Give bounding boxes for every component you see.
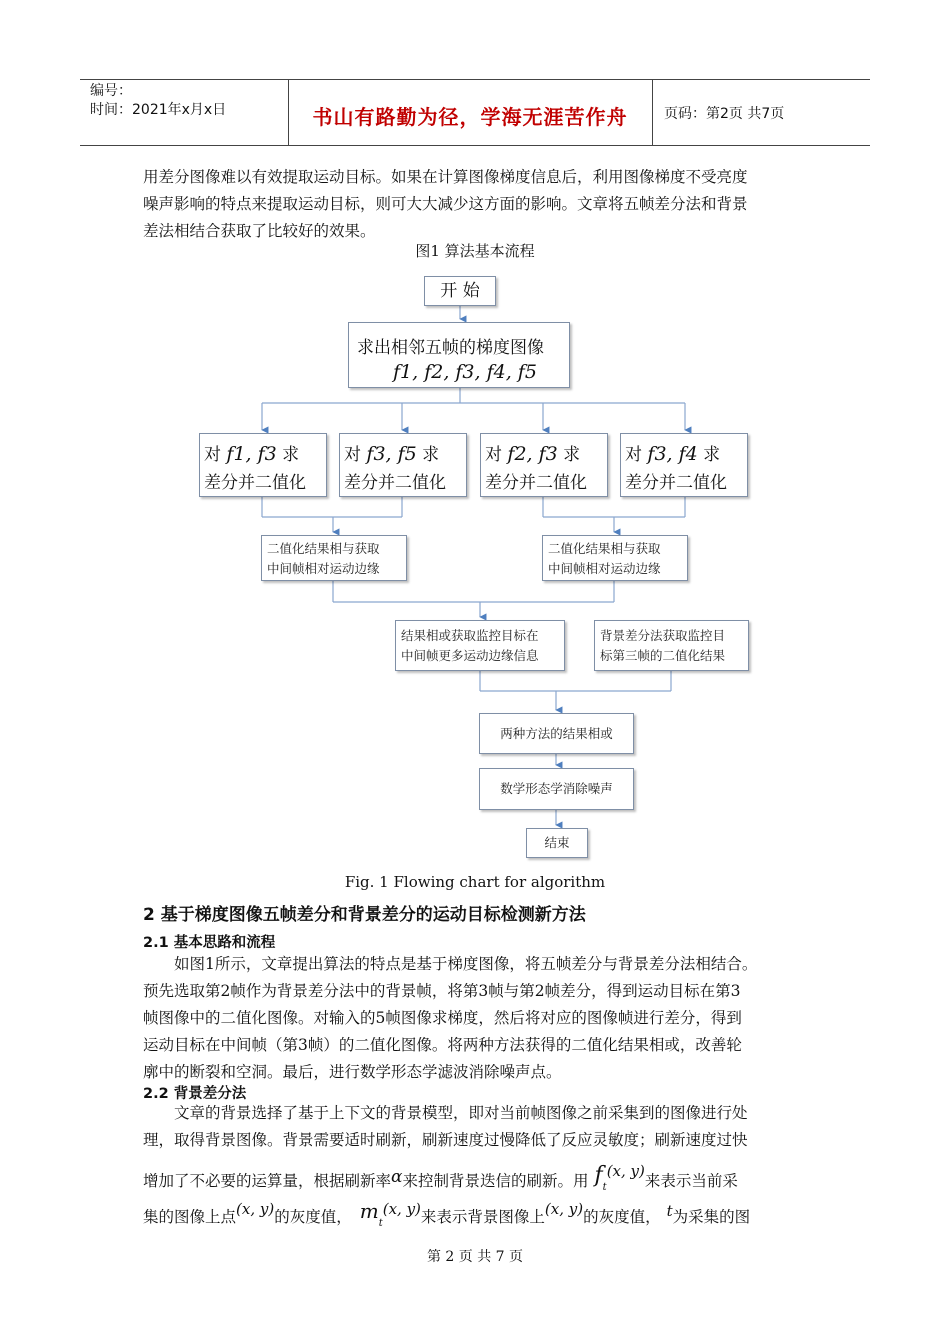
flow-and-box-left — [261, 535, 407, 581]
math-m: m — [359, 1199, 379, 1223]
diff-suffix: 求 — [703, 445, 721, 465]
flow-start-label: 开 始 — [440, 281, 480, 301]
math-alpha: α — [391, 1167, 403, 1187]
and-line: 中间帧相对运动边缘 — [548, 561, 661, 576]
and-line: 中间帧相对运动边缘 — [267, 561, 380, 576]
math-f: f — [594, 1163, 603, 1188]
diff-line2: 差分并二值化 — [625, 473, 727, 493]
header-number-label: 编号： — [90, 83, 132, 99]
flow-gradient-title: 求出相邻五帧的梯度图像 — [357, 338, 544, 358]
diff-line2: 差分并二值化 — [204, 473, 306, 493]
header-time-label: 时间：2021年x月x日 — [90, 102, 227, 118]
flow-diff-box — [199, 433, 327, 497]
text-line: 预先选取第2帧作为背景差分法中的背景帧，将第3帧与第2帧差分，得到运动目标在第3 — [143, 982, 741, 1000]
text-segment: 来表示当前采 — [644, 1172, 738, 1190]
flow-end-box — [526, 828, 588, 858]
math-sub: t — [378, 1218, 383, 1230]
and-line: 二值化结果相与获取 — [548, 541, 661, 556]
text-line: 理，取得背景图像。背景需要适时刷新，刷新速度过慢降低了反应灵敏度；刷新速度过快 — [143, 1131, 748, 1149]
flow-combine-box — [479, 713, 634, 754]
diff-prefix: 对 — [344, 445, 361, 465]
subsection-paragraph — [143, 951, 833, 1086]
flow-diff-box — [480, 433, 608, 497]
math-xy: (x, y) — [236, 1200, 275, 1218]
flow-background-box — [594, 620, 749, 671]
morph-label: 数学形态学消除噪声 — [500, 781, 613, 796]
flow-diff-box — [620, 433, 748, 497]
diff-frames: f3, f5 — [366, 443, 417, 465]
text-line: 帧图像中的二值化图像。对输入的5帧图像求梯度，然后将对应的图像帧进行差分，得到 — [143, 1009, 742, 1027]
or-line: 结果相或获取监控目标在 — [401, 628, 539, 643]
text-line: 差法相结合获取了比较好的效果。 — [143, 222, 376, 240]
diff-frames: f2, f3 — [507, 443, 558, 465]
text-line: 运动目标在中间帧（第3帧）的二值化图像。将两种方法获得的二值化结果相或，改善轮 — [143, 1036, 742, 1054]
text-segment: 的灰度值， — [583, 1208, 661, 1226]
flow-morph-box — [479, 768, 634, 810]
or-line: 中间帧更多运动边缘信息 — [401, 648, 539, 663]
diff-suffix: 求 — [282, 445, 300, 465]
flow-diff-box — [339, 433, 467, 497]
header-motto: 书山有路勤为径，学海无涯苦作舟 — [312, 105, 628, 129]
end-label: 结束 — [544, 835, 570, 850]
text-segment: 来控制背景迭信的刷新。用 — [402, 1172, 589, 1190]
text-line: 文章的背景选择了基于上下文的背景模型，即对当前帧图像之前采集到的图像进行处 — [174, 1104, 748, 1122]
diff-prefix: 对 — [625, 445, 642, 465]
subsection-paragraph — [143, 1100, 833, 1154]
text-line: 廓中的断裂和空洞。最后，进行数学形态学滤波消除噪声点。 — [143, 1063, 562, 1081]
flow-gradient-box — [348, 322, 570, 388]
diff-line2: 差分并二值化 — [344, 473, 446, 493]
math-t: t — [666, 1202, 673, 1220]
bg-line: 背景差分法获取监控目 — [600, 628, 726, 643]
figure-caption-en: Fig. 1 Flowing chart for algorithm — [344, 873, 606, 891]
flow-and-box-right — [542, 535, 688, 581]
diff-suffix: 求 — [563, 445, 581, 465]
text-line: 用差分图像难以有效提取运动目标。如果在计算图像梯度信息后，利用图像梯度不受亮度 — [143, 168, 748, 186]
text-line-with-math — [143, 1196, 843, 1237]
header-page-label: 页码：第2页 共7页 — [664, 106, 785, 122]
flow-start-box — [424, 276, 496, 306]
diff-frames: f1, f3 — [226, 443, 277, 465]
page-footer: 第 2 页 共 7 页 — [426, 1249, 524, 1265]
diff-prefix: 对 — [204, 445, 221, 465]
text-segment: 集的图像上点 — [143, 1208, 237, 1226]
text-segment: 的灰度值， — [274, 1208, 352, 1226]
math-xy: (x, y) — [544, 1200, 584, 1218]
text-segment: 来表示背景图像上 — [420, 1208, 545, 1226]
text-segment: 增加了不必要的运算量，根据刷新率 — [143, 1172, 392, 1190]
text-line: 如图1所示，文章提出算法的特点是基于梯度图像，将五帧差分与背景差分法相结合。 — [174, 955, 758, 973]
math-xy: (x, y) — [606, 1162, 645, 1180]
text-line: 噪声影响的特点来提取运动目标，则可大大减少这方面的影响。文章将五帧差分法和背景 — [143, 195, 748, 213]
section-title: 2 基于梯度图像五帧差分和背景差分的运动目标检测新方法 — [143, 905, 586, 925]
flow-or-box — [395, 620, 565, 671]
diff-suffix: 求 — [422, 445, 440, 465]
diff-prefix: 对 — [485, 445, 502, 465]
figure-caption-cn: 图1 算法基本流程 — [415, 242, 535, 260]
text-segment: 为采集的图 — [672, 1208, 751, 1226]
subsection-title: 2.1 基本思路和流程 — [143, 935, 276, 951]
text-line-with-math — [143, 1158, 843, 1201]
diff-line2: 差分并二值化 — [485, 473, 587, 493]
math-sub: t — [602, 1182, 607, 1194]
bg-line: 标第三帧的二值化结果 — [600, 648, 726, 663]
combine-label: 两种方法的结果相或 — [500, 726, 613, 741]
and-line: 二值化结果相与获取 — [267, 541, 380, 556]
diff-frames: f3, f4 — [647, 443, 698, 465]
flow-gradient-frames: f1, f2, f3, f4, f5 — [393, 361, 537, 383]
math-xy: (x, y) — [382, 1200, 421, 1218]
subsection-title: 2.2 背景差分法 — [143, 1086, 247, 1102]
